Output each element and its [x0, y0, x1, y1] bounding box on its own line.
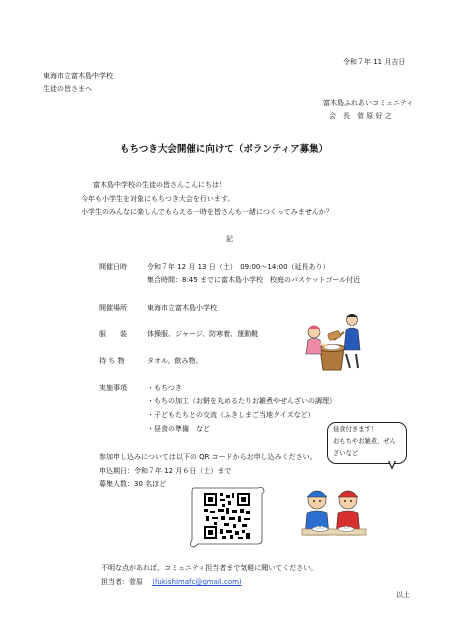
lunch-speech-bubble [327, 422, 407, 464]
task-item: ・子どもたちとの交流（ふきしまご当地クイズなど） [147, 411, 315, 419]
place-value: 東海市立富木島小学校 [147, 304, 217, 312]
items-label: 持 ち 物 [99, 357, 125, 365]
task-item: ・もちの加工（お餅を丸めるたりお雑煮やぜんざいの調理） [147, 397, 336, 405]
issue-date: 令和７年 11 月吉日 [343, 58, 406, 66]
closing-ijo: 以上 [396, 591, 410, 599]
contact-person [101, 578, 242, 587]
date-label: 開催日時 [99, 263, 127, 271]
contact-person-name: 担当者：菅原 [101, 578, 150, 586]
tasks-label: 実施事項 [99, 384, 127, 392]
intro-line-1: 富木島中学校の生徒の皆さんこんにちは！ [93, 181, 226, 189]
items-value: タオル、飲み物、 [147, 357, 203, 365]
clothes-value: 体操服、ジャージ、防寒着、運動靴 [147, 330, 259, 338]
task-item: ・昼食の準備 など [147, 425, 210, 433]
recipient-school: 東海市立富木島中学校 [43, 72, 113, 80]
bubble-line: 昼食付きます！ [333, 426, 378, 433]
contact-email-link[interactable]: (fukishimafc@gmail.com) [152, 578, 242, 586]
clothes-label: 服 装 [99, 330, 127, 338]
sender-organization: 富木島ふれあいコミュニティ [323, 99, 414, 107]
apply-capacity: 募集人数：30 名ほど [99, 480, 167, 488]
contact-line: 不明な点があれば、コミュニティ担当者まで気軽に聞いてください。 [101, 564, 318, 572]
place-label: 開催場所 [99, 304, 127, 312]
intro-line-3: 小学生のみんなに楽しんでもらえる一時を皆さんも一緒につくってみませんか？ [81, 208, 333, 216]
bubble-line: おもちやお雑煮、ぜん [333, 438, 396, 445]
task-item: ・もちつき [147, 384, 182, 392]
qr-code-icon[interactable] [186, 484, 266, 550]
date-value: 令和７年 12 月 13 日（土） 09:00～14:00（延長あり） [147, 263, 330, 271]
sender-name: 会 長 菅 原 好 之 [329, 112, 392, 120]
recipient-students: 生徒の皆さまへ [43, 85, 92, 93]
apply-line-1: 参加申し込みについては以下の QR コードからお申し込みください。 [99, 453, 317, 461]
page-title: もちつき大会開催に向けて（ボランティア募集） [120, 144, 329, 155]
gather-value: 集合時間：8:45 までに富木島小学校 校庭のバスケットゴール付近 [147, 276, 361, 284]
cooking-kids-illustration-icon [300, 485, 368, 545]
apply-deadline: 申込期日：令和７年 12 月６日（土）まで [99, 467, 232, 475]
bubble-line: ざいなど [333, 450, 359, 457]
intro-line-2: 今年も小学生を対象にもちつき大会を行います。 [81, 195, 235, 203]
bubble-tail-fill [389, 460, 395, 467]
mochitsuki-illustration-icon [300, 310, 372, 374]
ki-mark: 記 [226, 235, 233, 243]
